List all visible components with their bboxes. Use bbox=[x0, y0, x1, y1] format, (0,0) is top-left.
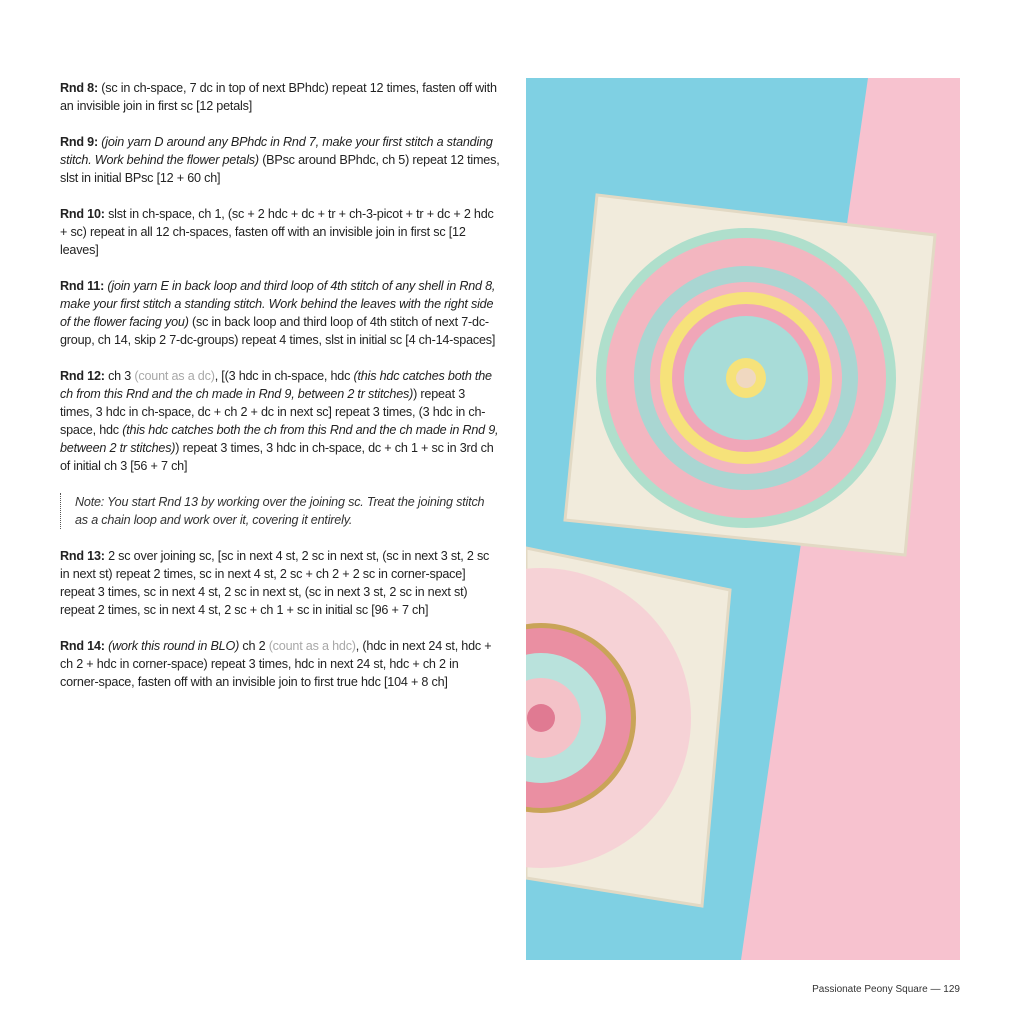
round-label: Rnd 12: bbox=[60, 369, 105, 383]
grey-aside: (count as a dc) bbox=[134, 369, 215, 383]
page-footer: Passionate Peony Square — 129 bbox=[812, 984, 960, 995]
crochet-square-bottom bbox=[526, 548, 730, 906]
instruction-text: ) repeat 3 times, 3 hdc in ch-space, dc + ch 2 + dc in next sc] repeat 3 times, (3 hdc in ch-space, hdc bbox=[60, 387, 486, 437]
round-label: Rnd 14: bbox=[60, 639, 105, 653]
instruction-text: 2 sc over joining sc, [sc in next 4 st, 2 sc in next st, (sc in next 3 st, 2 sc in next st) repeat 2 times, sc in next 4 st, 2 sc + ch 2 + 2 sc in corner-space] repeat 3 times, sc in next 4 st, 2 sc in next st, (sc in next 3 st, 2 sc in next st) repeat 2 times, sc in next 4 st, 2 sc + ch 1 + sc in initial sc [96 + 7 ch] bbox=[60, 549, 490, 617]
round-label: Rnd 13: bbox=[60, 549, 105, 563]
round-paragraph bbox=[60, 547, 500, 619]
italic-instruction: (join yarn E in back loop and third loop of 4th stitch of any shell in Rnd 8, make your first stitch a standing stitch. Work behind the leaves with the right side of the flower facing you) bbox=[60, 279, 496, 329]
grey-aside: (count as a hdc) bbox=[268, 639, 356, 653]
italic-instruction: (work this round in BLO) bbox=[104, 639, 240, 653]
instruction-text: , [(3 hdc in ch-space, hdc bbox=[214, 369, 354, 383]
round-label: Rnd 9: bbox=[60, 135, 98, 149]
instruction-text: (sc in back loop and third loop of 4th stitch of next 7-dc-group, ch 14, skip 2 7-dc-groups) repeat 4 times, slst in initial sc [4 ch-14-spaces] bbox=[60, 315, 496, 347]
crochet-squares-photo bbox=[526, 78, 960, 960]
round-paragraph bbox=[60, 133, 500, 187]
italic-instruction: (this hdc catches both the ch from this Rnd and the ch made in Rnd 9, between 2 tr stitches) bbox=[60, 369, 492, 401]
pattern-instructions bbox=[60, 79, 500, 709]
round-label: Rnd 11: bbox=[60, 279, 105, 293]
round-paragraph bbox=[60, 637, 500, 691]
instruction-text: , (hdc in next 24 st, hdc + ch 2 + hdc in corner-space) repeat 3 times, hdc in next 24 st, hdc + ch 2 in corner-space, fasten off with an invisible join to first true hdc [104 + 8 ch] bbox=[60, 639, 492, 689]
instruction-text: slst in ch-space, ch 1, (sc + 2 hdc + dc + tr + ch-3-picot + tr + dc + 2 hdc + sc) repeat in all 12 ch-spaces, fasten off with an invisible join in first sc [12 leaves] bbox=[60, 207, 494, 257]
round-paragraph bbox=[60, 277, 500, 349]
italic-instruction: (join yarn D around any BPhdc in Rnd 7, make your first stitch a standing stitch. Work behind the flower petals) bbox=[60, 135, 493, 167]
round-label: Rnd 8: bbox=[60, 81, 98, 95]
instruction-text: ch 3 bbox=[104, 369, 135, 383]
round-paragraph bbox=[60, 79, 500, 115]
instruction-text: ) repeat 3 times, 3 hdc in ch-space, dc + ch 1 + sc in 3rd ch of initial ch 3 [56 + 7 ch] bbox=[60, 441, 494, 473]
italic-instruction: (this hdc catches both the ch from this Rnd and the ch made in Rnd 9, between 2 tr stitches) bbox=[60, 423, 499, 455]
instruction-text: (BPsc around BPhdc, ch 5) repeat 12 times, slst in initial BPsc [12 + 60 ch] bbox=[60, 153, 500, 185]
round-paragraph bbox=[60, 367, 500, 475]
instruction-text: ch 2 bbox=[239, 639, 269, 653]
instruction-text: (sc in ch-space, 7 dc in top of next BPhdc) repeat 12 times, fasten off with an invisible join in first sc [12 petals] bbox=[60, 81, 497, 113]
round-paragraph bbox=[60, 205, 500, 259]
note-box: Note: You start Rnd 13 by working over the joining sc. Treat the joining stitch as a chain loop and work over it, covering it entirely. bbox=[60, 493, 500, 529]
round-label: Rnd 10: bbox=[60, 207, 105, 221]
crochet-square-top bbox=[565, 195, 935, 555]
